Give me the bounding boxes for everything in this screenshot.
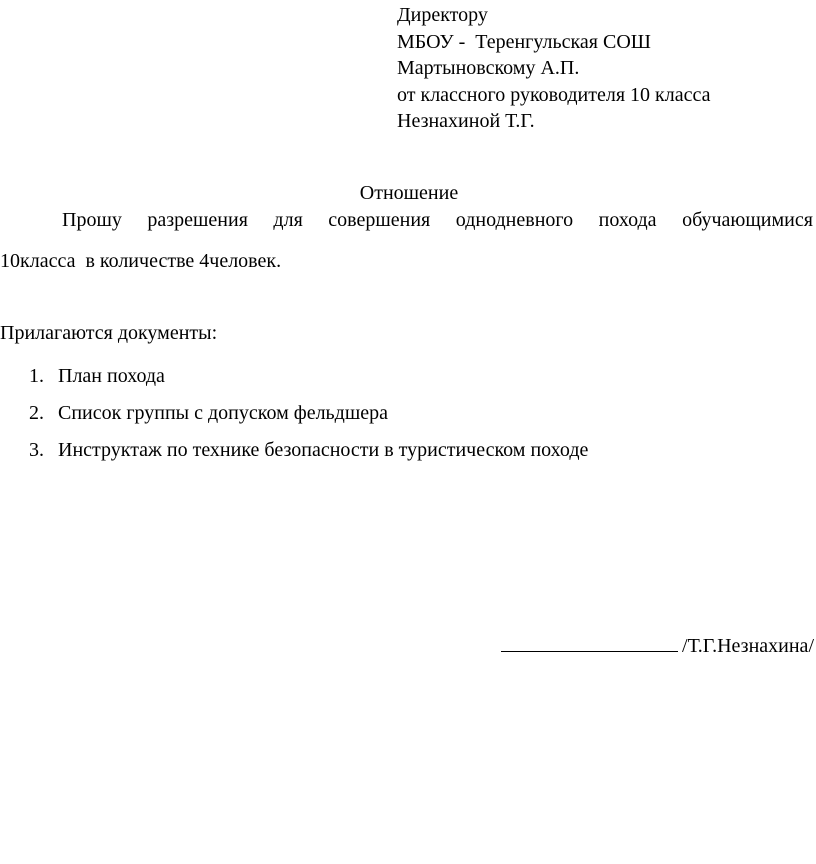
addressee-block [397, 2, 711, 135]
list-item-number: 2. [29, 402, 44, 424]
body-text-line-2: 10класса в количестве 4человек. [0, 250, 282, 272]
signature-block [501, 631, 814, 659]
document-title: Отношение [359, 182, 459, 204]
list-item-number: 1. [29, 365, 44, 387]
list-item-text: План похода [58, 365, 165, 387]
addressee-line: Мартыновскому А.П. [397, 57, 580, 79]
body-word: обучающимися [682, 209, 813, 231]
body-word: разрешения [147, 209, 248, 231]
body-word: похода [598, 209, 657, 231]
addressee-line: от классного руководителя 10 класса [397, 83, 711, 106]
body-text-line-1 [0, 207, 813, 233]
list-item-text: Инструктаж по технике безопасности в туристическом походе [58, 439, 589, 461]
attachments-heading: Прилагаются документы: [0, 322, 218, 344]
signature-line [501, 631, 678, 652]
body-word: для [273, 209, 303, 231]
addressee-line: МБОУ - Теренгульская СОШ [397, 30, 651, 53]
list-item-text: Список группы с допуском фельдшера [58, 402, 388, 424]
body-word: Прошу [62, 209, 122, 231]
addressee-line: Директору [397, 4, 488, 26]
list-item-number: 3. [29, 439, 44, 461]
addressee-line: Незнахиной Т.Г. [397, 110, 535, 132]
signature-name: /Т.Г.Незнахина/ [682, 635, 814, 657]
body-word: однодневного [455, 209, 574, 231]
body-word: совершения [328, 209, 431, 231]
